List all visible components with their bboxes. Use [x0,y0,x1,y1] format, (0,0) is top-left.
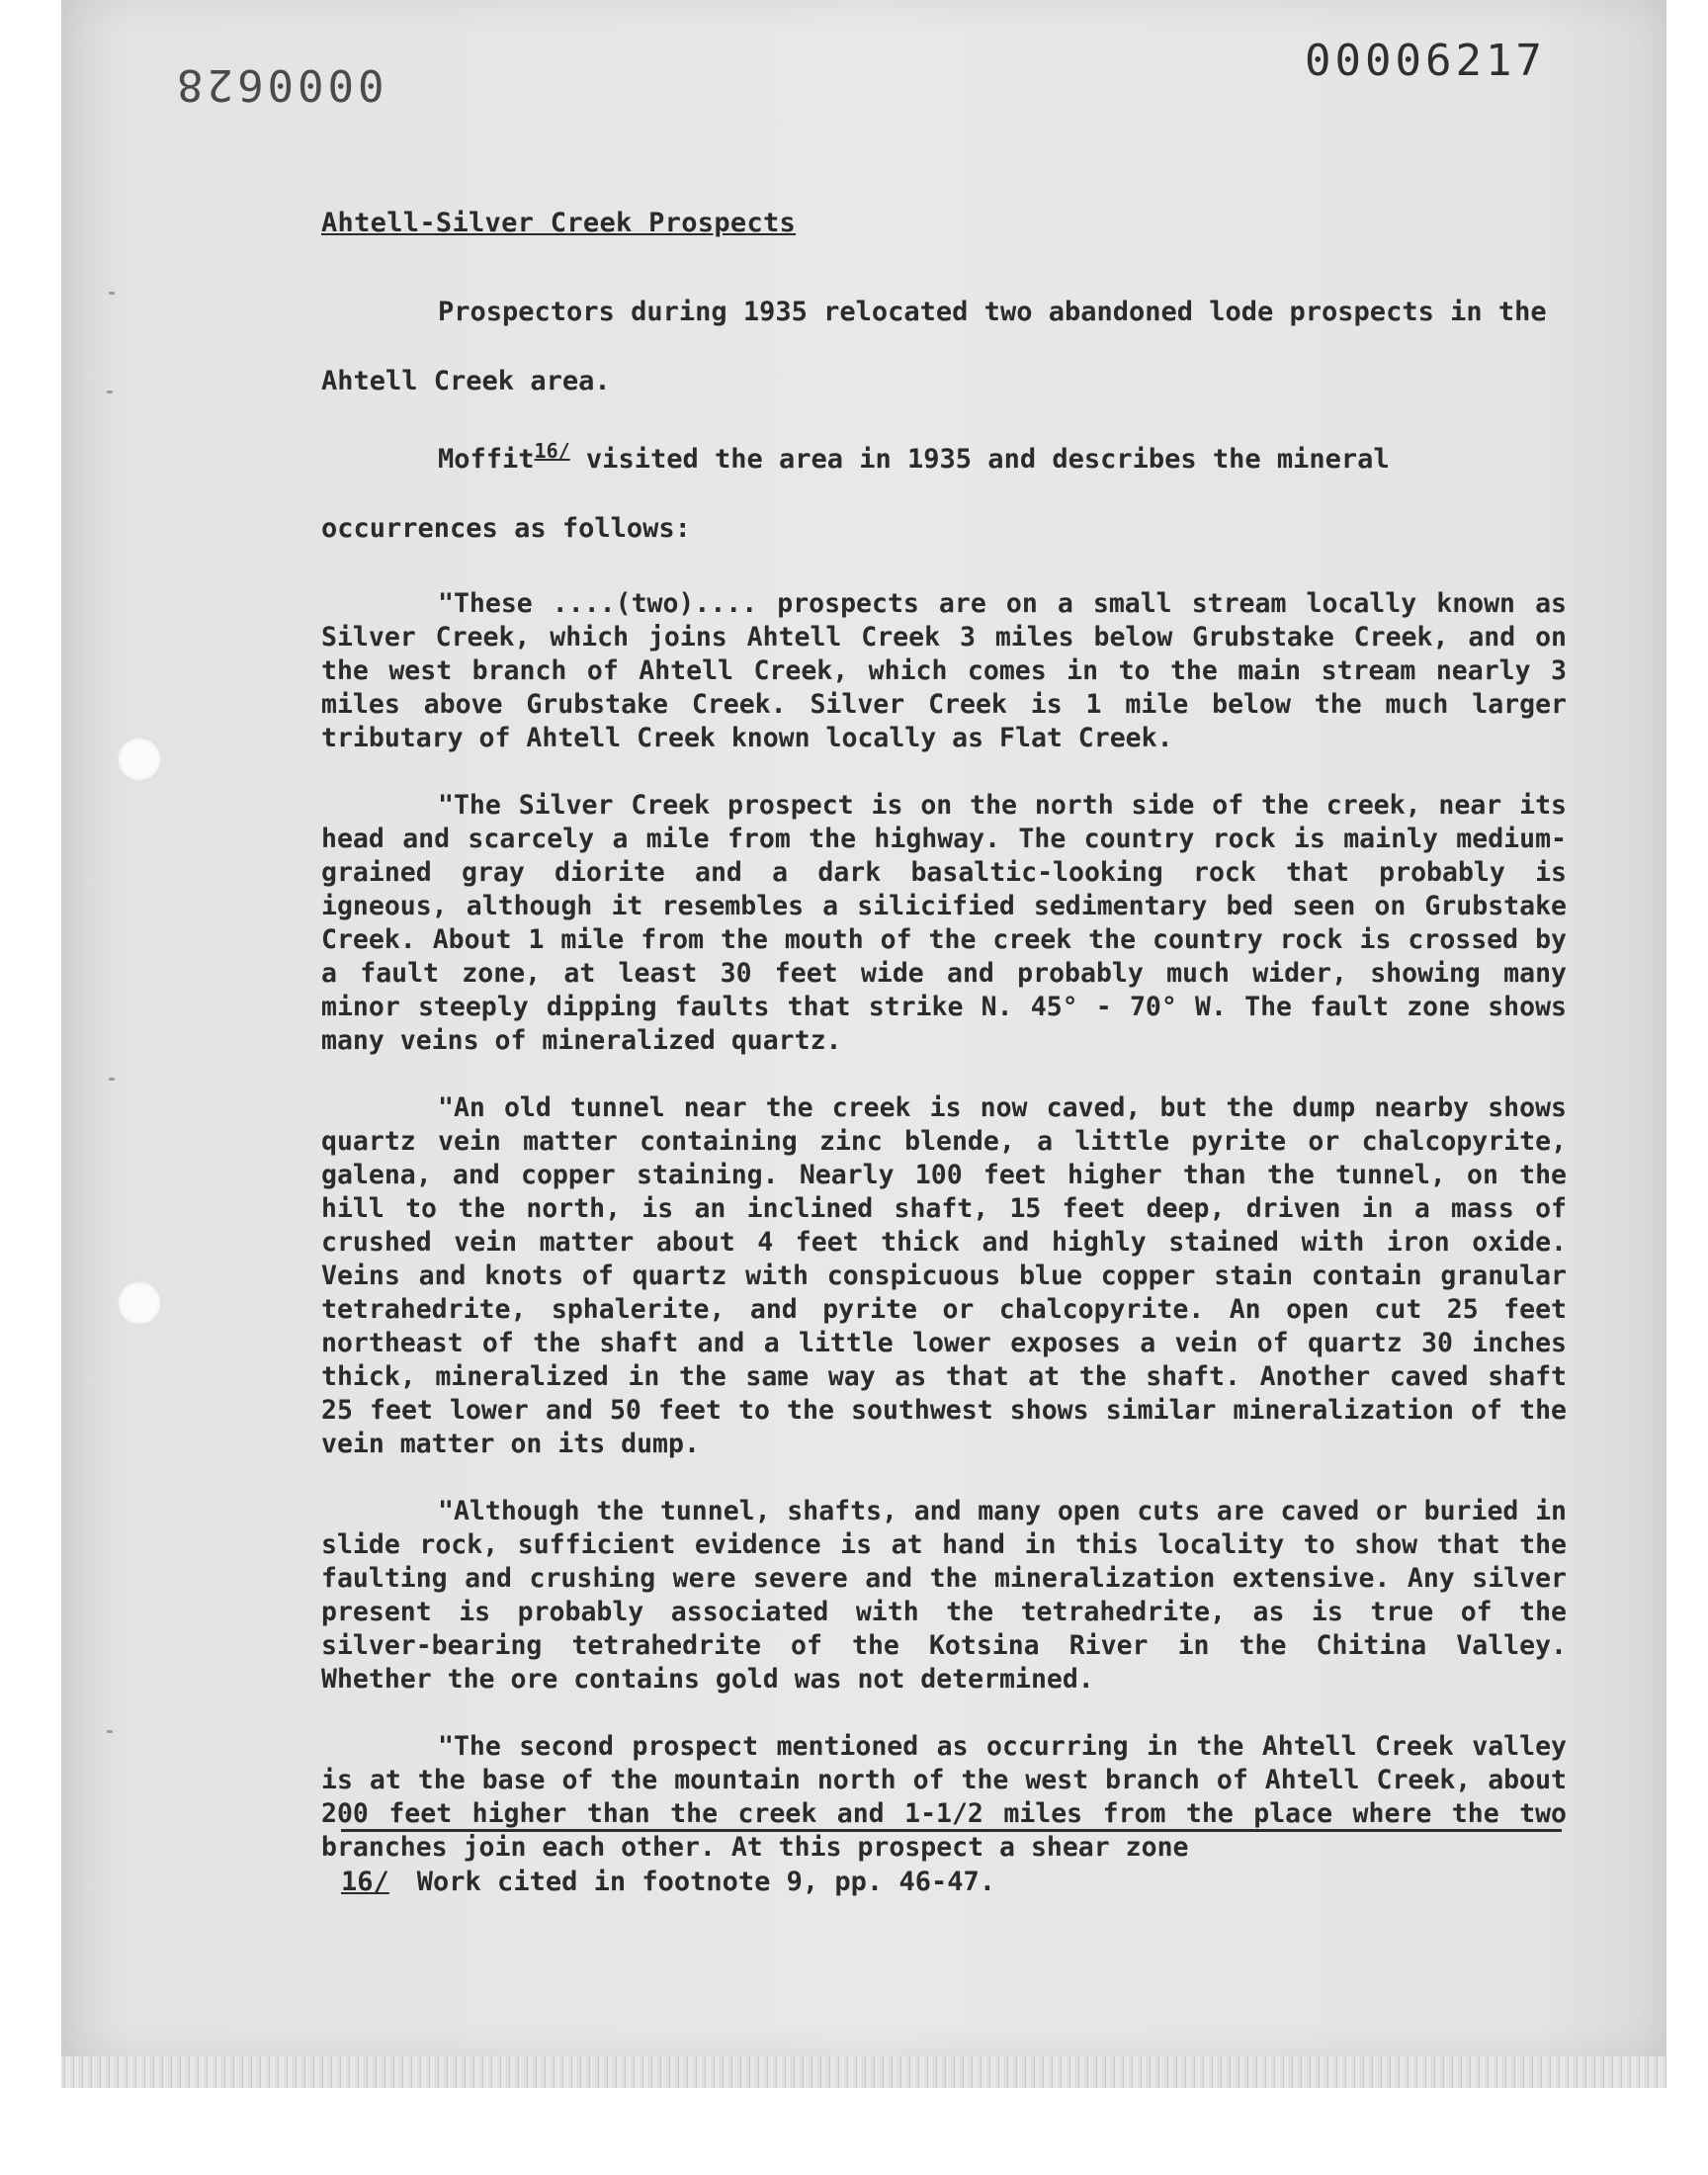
quote-paragraph: "Although the tunnel, shafts, and many open cuts are caved or buried in slide rock, sufficient evidence is at hand in this locality to show that the faulting and crushing were severe and the mineralization extensive. Any silver present is probably associated with the tetrahedrite, as is true of the silver-bearing tetrahedrite of the Kotsina River in the Chitina Valley. Whether the ore contains gold was not determined. [321,1496,1567,1695]
page-stamp-number: 00006217 [1305,36,1546,86]
footnote-reference: 16/ [534,439,570,463]
page-stamp-inverted: 0000628 [173,59,384,110]
scan-edge [61,2056,1666,2088]
scan-speck [109,292,115,295]
section-heading: Ahtell-Silver Creek Prospects [321,208,797,238]
scan-speck [107,1730,113,1733]
punch-hole [117,1280,162,1326]
footnote-mark: 16/ [341,1867,389,1897]
quote-paragraph: "The Silver Creek prospect is on the north side of the creek, near its head and scarcely a mile from the highway. The country rock is mainly medium-grained gray diorite and a dark basaltic-looking rock that probably is igneous, although it resembles a silicified sedimentary bed seen on Grubstake Creek. About 1 mile from the mouth of the creek the country rock is crossed by a fault zone, at least 30 feet wide and probably much wider, showing many minor steeply dipping faults that strike N. 45° - 70° W. The fault zone shows many veins of mineralized quartz. [321,790,1567,1056]
intro-paragraph: Prospectors during 1935 relocated two abandoned lode prospects in the Ahtell Creek area. [321,297,1547,396]
quote-paragraph: "An old tunnel near the creek is now caved, but the dump nearby shows quartz vein matter containing zinc blende, a little pyrite or chalcopyrite, galena, and copper staining. Nearly 100 feet higher than the tunnel, on the hill to the north, is an inclined shaft, 15 feet deep, driven in a mass of crushed vein matter about 4 feet thick and highly stained with iron oxide. Veins and knots of quartz with conspicuous blue copper stain contain granular tetrahedrite, sphalerite, and pyrite or chalcopyrite. An open cut 25 feet northeast of the shaft and a little lower exposes a vein of quartz 30 inches thick, mineralized in the same way as that at the shaft. Another caved shaft 25 feet lower and 50 feet to the southwest shows similar mineralization of the vein matter on its dump. [321,1092,1567,1459]
document-body [321,208,1567,1898]
footnote [341,1867,995,1897]
footnote-text: Work cited in footnote 9, pp. 46-47. [416,1867,995,1897]
punch-hole [117,737,162,782]
quote-paragraph: "The second prospect mentioned as occurring in the Ahtell Creek valley is at the base of the mountain north of the west branch of Ahtell Creek, about 200 feet higher than the creek and 1-1/2 miles from the place where the two branches join each other. At this prospect a shear zone [321,1731,1567,1863]
citation-paragraph [321,416,1567,564]
footnote-divider [341,1829,1562,1832]
scan-speck [109,1078,115,1081]
scan-speck [107,391,113,393]
citation-text: visited the area in 1935 and describes the mineral occurrences as follows: [321,444,1390,544]
quote-paragraph: "These ....(two).... prospects are on a small stream locally known as Silver Creek, which joins Ahtell Creek 3 miles below Grubstake Creek, and on the west branch of Ahtell Creek, which comes in to the main stream nearly 3 miles above Grubstake Creek. Silver Creek is 1 mile below the much larger tributary of Ahtell Creek known locally as Flat Creek. [321,588,1567,753]
author-name: Moffit [438,444,535,475]
